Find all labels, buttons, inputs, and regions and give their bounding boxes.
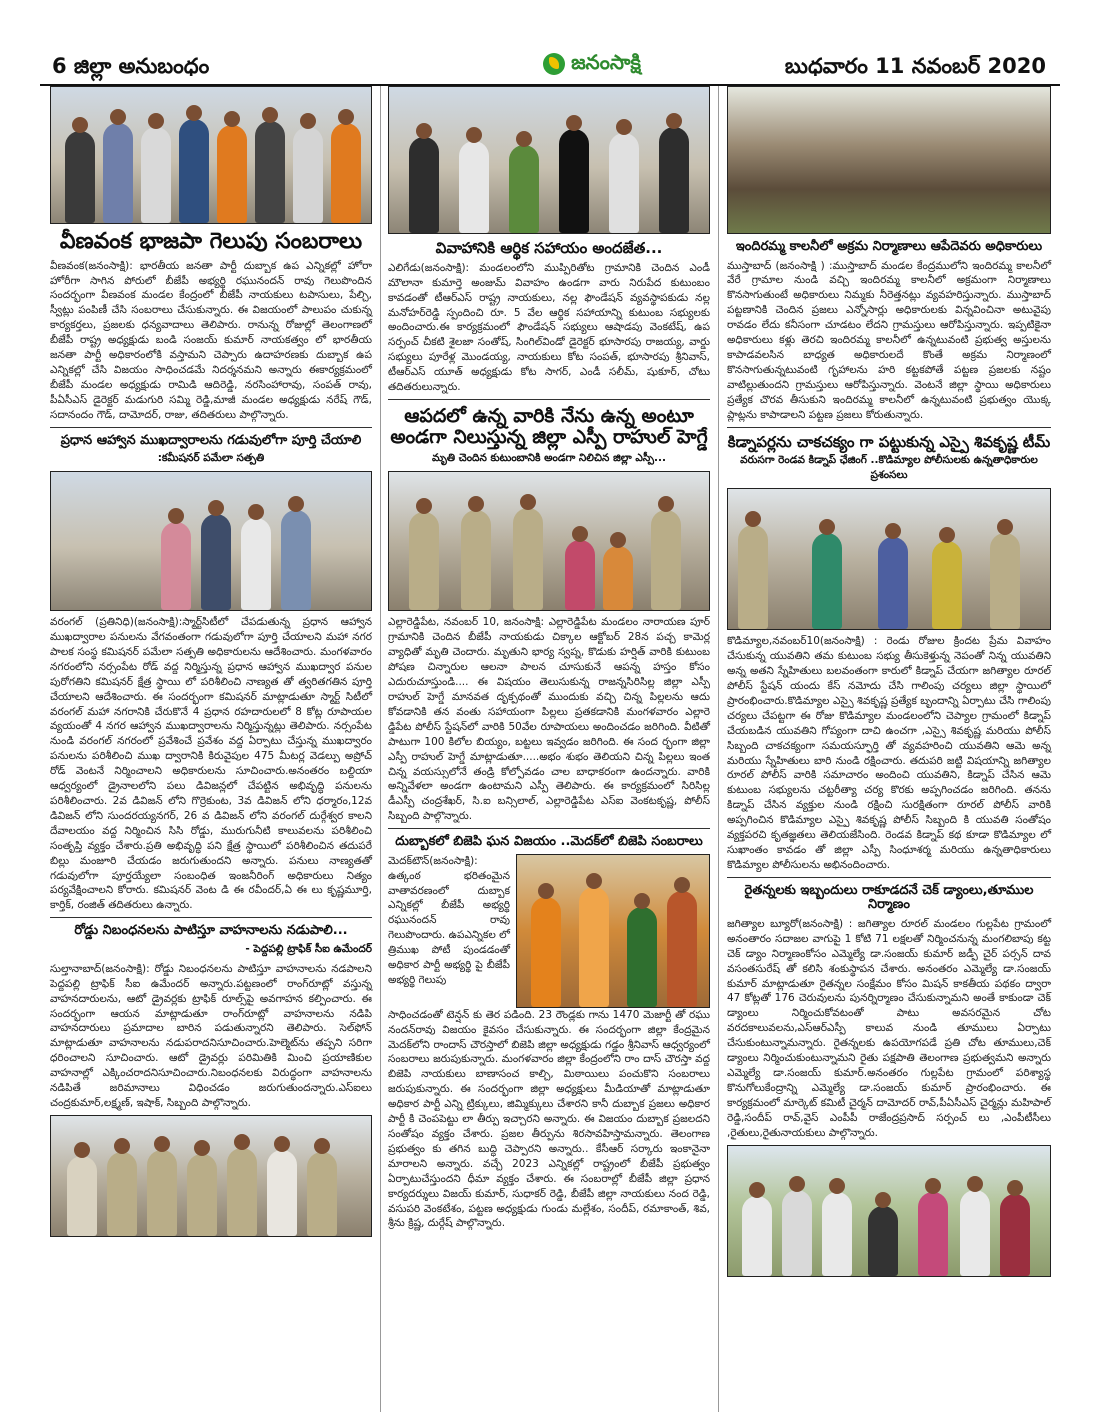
person-head [110,109,126,125]
person-head [875,1192,891,1208]
person-figure [531,897,561,1007]
headline-marriage-aid: వివాహానికి ఆర్థిక సహాయం అందజేత... [435,239,663,257]
person-figure [609,133,639,233]
person-figure [667,891,697,1007]
person-head [658,496,674,512]
photo-traffic-police [50,1115,372,1237]
photo-bjp-celebration [50,86,372,224]
person-figure [255,121,285,223]
person-figure [990,533,1020,629]
person-figure [812,533,842,629]
person-figure [65,131,95,223]
person-figure [107,1152,137,1236]
person-figure [565,540,595,610]
person-head [148,113,164,129]
person-figure [459,141,489,233]
person-head [114,1138,130,1154]
person-head [749,1182,765,1198]
person-head [616,119,632,135]
person-head [939,527,955,543]
person-figure [559,129,589,233]
article-body-marriage-aid: ఎలిగేడు(జనంసాక్షి): మండలంలోని ముప్పిరితోట గ్రామానికి చెందిన ఎండీ మౌలానా కుమార్తె అంజుమ్ వివాహం ఉండగా వారు నిరుపేద కుటుంబం కావడంతో టీఆర్ఎస్ రాష్ట్ర నాయకులు, నల్ల ఫౌండేషన్ వ్యవస్థాపకుడు నల్ల మనోహర్‌రెడ్డి స్పందించి రూ. 5 వేల ఆర్థిక సహాయాన్ని కుటుంబ సభ్యులకు అందించారు.ఈ కార్యక్రమంలో ఫౌండేషన్ సభ్యులు ఆషాడపు వెంకటేష్, ఉప సర్పంచ్ చీకటి శైలజా సంతోష్, సింగిల్‌విండో డైరెక్టర్ భూసారపు రాజయ్య, వార్డు సభ్యులు పూరేళ్ల మొండయ్య, నాయకులు కోట సంపత్, భూసారపు శ్రీనివాస్, టీఆర్ఎస్ యూత్ అధ్యక్షుడు కోట సాగర్, ఎండీ సలీమ్, షుకూర్, చోటు తదితరులున్నారు. [388,261,710,394]
article-body-check-dams: జగిత్యాల బ్యూరో(జనంసాక్షి) : జగిత్యాల రూరల్ మండలం గుల్లపేట గ్రామంలో అనంతారం సదాజల వాగుపై 1 కోటి 71 లక్షలతో నిర్మించనున్న మంగలిబాపు కట్ట చెక్ డ్యాం నిర్మాణంకోసం ఎమ్మెల్యే డా.సంజయ్ కుమార్ జడ్పీ చైర్ పర్సన్ దావ వసంతసురేష్ తో కలిసి శంకుస్థాపన చేశారు. అనంతరం ఎమ్మెల్యే డా.సంజయ్ కుమార్ మాట్లాడుతూ రైతన్నల సంక్షేమం కోసం మిషన్ కాకతీయ పథకం ద్వారా 47 కోట్లతో 176 చెరువులను పునర్నిర్మాణం చేసుకున్నామని అంతే కాకుండా చెక్ డ్యాంలు నిర్మించుకోవటంతో పాటు అవసరమైన చోట వరదకాలువలను,ఎస్ఆర్ఎస్పీ కాలువ నుండి తూములు ఏర్పాటు చేసుకుంటున్నామన్నారు. రైతన్నలకు ఉపయోగపడే ప్రతి చోట తూములు,చెక్ డ్యాంలు నిర్మించుకుంటున్నామని రైతు పక్షపాతి తెలంగాణ ప్రభుత్వమని అన్నారు ఎమ్మెల్యే డా.సంజయ్ కుమార్.అనంతరం గుల్లపేట గ్రామంలో పరిశ్యాస్థ కొనుగోలుకేంద్రాన్ని ఎమ్మెల్యే డా.సంజయ్ కుమార్ ప్రారంభించారు. ఈ కార్యక్రమంలో మార్కెట్ కమిటీ చైర్మన్ దామోదర్ రావ్,పీఏసీఎస్ చైర్మన్లు మహిపాల్ రెడ్డి,సందీప్ రావ్,వైస్ ఎంపీపీ రాజేంద్రప్రసాద్ సర్పంచ్ లు ,ఎంపీటీసీలు ,రైతులు,రైతునాయకులు పాల్గొన్నారు. [727,917,1051,1139]
person-head [829,1178,845,1194]
divider [50,917,372,918]
column-3 [727,86,1051,1277]
photo-sp-donation [388,471,710,611]
person-head [745,511,761,527]
person-head [666,113,682,129]
person-head [314,1138,330,1154]
person-head [634,893,650,909]
person-head [885,523,901,539]
person-figure [651,510,681,610]
kicker-commissioner: :కమీషనర్ పమేలా సత్పతి [157,452,265,465]
headline-indiramma: ఇందిరమ్మ కాలనీలో అక్రమ నిర్మాణాలు ఆపేదెవరు అధికారులు [735,239,1043,254]
kicker-sp-support: మృతి చెందిన కుటుంబానికి అండగా నిలిచిన జిల్లా ఎస్పీ... [431,452,666,465]
person-figure [738,525,768,629]
person-figure [141,127,171,223]
person-figure [67,1156,97,1236]
person-figure [627,907,657,1007]
divider [727,427,1051,428]
column-2 [388,86,710,1235]
photo-bjp-sweets [516,854,710,1008]
person-figure [161,522,191,610]
person-figure [409,137,439,233]
kicker-kidnap: వరుసగా రెండవ కిడ్నాప్ ఛేజింగ్ ..కొడిమ్యాల పోలీసులకు ఉన్నతాధికారుల ప్రశంసలు [740,454,1038,482]
headline-traffic-rules: రోడ్డు నిబంధనలను పాటిస్తూ వాహనాలను నడుపాలి... [74,923,348,939]
article-body-veenavanka: వీణవంక(జనంసాక్షి): భారతీయ జనతా పార్టీ దుబ్బాక ఉప ఎన్నికల్లో హోరా హోరీగా సాగిన పోరులో బీజేపీ అభ్యర్థి రఘునందన్ రావు గెలుపొందిన సందర్భంగా వీణవంక మండల కేంద్రంలో బీజేపీ నాయకులు టపాసులు, పేల్చి, స్వీట్లు పంపిణీ చేసి సంబరాలు చేసుకున్నారు. ఈ విజయంలో పాలుపం చుకున్న కార్యకర్తలు, ప్రజలకు ధన్యవాదాలు తెలిపారు. రానున్న రోజుల్లో తెలంగాణలో బీజేపీ రాష్ట్ర అధ్యక్షుడు బండి సంజయ్ కుమార్ నాయకత్వం లో భారతీయ జనతా పార్టీ అధికారంలోకి వస్తామని చెప్పారు ఉదాహరణకు దుబ్బాక ఉప ఎన్నికల్లో చేసి విజయం సాధించడమే నిదర్శనమని అన్నారు ఈకార్యక్రమంలో బీజేపీ మండల అధ్యక్షుడు రామిడి ఆదిరెడ్డి, నరసింహారావు, సంపత్ రావు, పీఏసీఎస్ డైరెక్టర్ మడుగురి సమ్మి రెడ్డి,మాజీ మండల అధ్యక్షుడు నరేష్ గౌడ్, సదానందం గౌడ్, దామోదర్, రాజు, తదితరులు పాల్గొన్నారు. [50,259,372,421]
column-divider [718,86,719,1412]
person-head [819,519,835,535]
headline-veenavanka: వీణవంక భాజపా గెలుపు సంబరాలు [59,229,363,254]
person-head [468,496,484,512]
person-head [967,1176,983,1192]
person-figure [409,512,439,610]
person-head [234,1134,250,1150]
person-figure [217,125,247,223]
person-figure [147,1150,177,1236]
person-head [262,107,278,123]
person-figure [782,1190,812,1276]
divider [727,877,1051,878]
person-head [208,500,224,516]
person-head [154,1136,170,1152]
person-figure [461,510,491,610]
person-figure [742,1196,772,1276]
person-head [186,105,202,121]
photo-kidnap-rescue [727,488,1051,630]
column-divider [380,86,381,1412]
person-head [572,526,588,542]
headline-sp-rahul: ఆపదలో ఉన్న వారికి నేను ఉన్న అంటూ అండగా నిలుస్తున్న జిల్లా ఎస్పీ రాహుల్ హెగ్డే [390,404,708,449]
article-body-sp-rahul: ఎల్లారెడ్డిపేట, నవంబర్ 10, జనంసాక్షి: ఎల్లారెడ్డిపేట మండలం నారాయణ పూర్ గ్రామానికి చెందిన బీజేపీ నాయకుడు చిక్కాల ఆక్టోబర్ 28న పచ్చ కామెర్ల వ్యాధితో మృతి చెందారు. మృతుని భార్య స్వప్న, కొడుకు హర్షిత్ వారికి కుటుంబ పోషణ చిన్నారుల ఆలనా పాలన చూసుకునే ఆపన్న హస్తం కోసం ఎదురుచూస్తుండి.... ఈ విషయం తెలుసుకున్న రాజన్నసిరిసిల్ల జిల్లా ఎస్పీ రాహుల్ హెగ్డే మానవత దృక్పథంతో ముందుకు వచ్చి చిన్న పిల్లలను ఆదు కోవడానికి తన వంతు సహాయంగా పిల్లలు ప్రతకడానికి మంగళవారం ఎల్లారె డ్డిపేట పోలీస్ స్టేషన్‌లో వారికి 50వేల రూపాయలు అందించడం జరిగింది. వీటితో పాటుగా 100 కిలోల బియ్యం, బట్టలు ఇవ్వడం జరిగింది. ఈ సంద ర్భంగా జిల్లా ఎస్పీ రాహుల్ హెగ్డే మాట్లాడుతూ.....అభం శుభం తెలియని చిన్న పిల్లలు ఇంత చిన్న వయస్సులోనే తండ్రి కోల్పోవడం చాల బాధాకరంగా ఉందన్నారు. వారికి అన్నివేళలా అండగా ఉంటామని ఎస్పీ తెలిపారు. ఈ కార్యక్రమంలో సిరిసిల్ల డీఎస్పీ చంద్రశేఖర్, సి.ఐ బన్సిలాల్, ఎల్లారెడ్డిపేట ఎస్ఐ వెంకటకృష్ణ, పోలీస్ సిబ్బంది పాల్గొన్నారు. [388,616,710,823]
person-figure [187,1154,217,1236]
person-head [224,111,240,127]
person-figure [960,1190,990,1276]
headline-kidnappers: కిడ్నాపర్లను చాకచక్యం గా పట్టుకున్న ఎస్పై శివకృష్ణ టీమ్ [727,432,1051,451]
divider [388,828,710,829]
person-head [288,496,304,512]
person-head [194,1140,210,1156]
person-figure [932,541,962,629]
photo-illegal-constructions [727,86,1051,234]
article-body-dubbaka: సాధించడంతో టెన్షన్ కు తెర పడింది. 23 రౌండ్లకు గాను 1470 మెజార్టీ తో రఘు నందన్‌రావు విజయం కైవసం చేసుకున్నారు. ఈ సందర్భంగా జిల్లా కేంద్రమైన మెదక్‌లోని రాందాస్ చౌరస్తాలో బిజెపి జిల్లా అధ్యక్షుడు గడ్డం శ్రీనివాస్ ఆధ్వర్యంలో సంబరాలు జరుపుకున్నారు. మంగళవారం జిల్లా కేంద్రంలోని రాం దాస్ చౌరస్తా వద్ద బిజెపి నాయకులు బాణాసంచ కాల్చి, మిఠాయిలు పంచుకొని సంబరాలు జరుపుకున్నారు. ఈ సందర్భంగా జిల్లా అధ్యక్షులు మీడియాతో మాట్లాడుతూ అధికార పార్టీ ఎన్ని ట్రిక్కులు, జిమ్మిక్కులు చేశారని కానీ దుబ్బాక ప్రజలు అధికార పార్టీ కి చెంపపెట్టు లా తీర్పు ఇచ్చారని అన్నారు. ఈ విజయం దుబ్బాక ప్రజలదని సంతోషం వ్యక్తం చేశారు. ప్రజల తీర్పును శిరసావహిస్తామన్నారు. తెలంగాణ ప్రభుత్వం కు తగిన బుద్ధి చెప్పారని అన్నారు.. కేసీఆర్ సర్కారు ఇంకానైనా మారాలని అన్నారు. వచ్చే 2023 ఎన్నికల్లో రాష్ట్రంలో బీజేపీ ప్రభుత్వం ఏర్పాటుచేస్తుందని ధీమా వ్యక్తం చేశారు. ఈ సంబరాల్లో బీజేపీ జిల్లా ప్రధాన కార్యదర్శులు విజయ్ కుమార్, సుధాకర్ రెడ్డి, బీజేపీ జిల్లా నాయకులు నంద రెడ్డి, వసుపరి వెంకటేశం, పట్టణ అధ్యక్షుడు గుండు మల్లేశం, సందీప్, రమాకాంత్, శివ, శ్రీను క్రిష్ణ, దుర్గేష్ పాల్గొన్నారు. [388,1008,710,1230]
person-head [997,519,1013,535]
headline-gateways: ప్రధాన ఆహ్వాన ముఖద్వారాలను గడువులోగా పూర్తి చేయాలి [60,432,362,448]
page-header [40,48,1060,86]
person-head [516,131,532,147]
person-figure [331,123,361,223]
person-figure [868,1206,898,1276]
person-figure [307,1152,337,1236]
article-body-indiramma: ముస్తాబాద్ (జనంసాక్షి ) :ముస్తాబాద్ మండల కేంద్రములోని ఇందిరమ్మ కాలనీలో వేరే గ్రామాల నుండి వచ్చి ఇందిరమ్మ కాలనీలో అక్రమంగా నిర్మాణాలు కొనసాగుతుంటే అధికారులు నిమ్మకు నీరెత్తనట్లు వ్యవహరిస్తున్నారు. ముస్తాబాద్ పట్టణానికి చెందిన ప్రజలు ఎన్నోసార్లు అధికారులకు విన్నవించినా అటువైపు రావడం లేదు కనీసంగా చూడటం లేదని గ్రామస్తులు ఆరోపిస్తున్నారు. ఇప్పటికైనా అధికారులు కళ్లు తెరచి ఇందిరమ్మ కాలనీలో ఉన్నటువంటి ప్రభుత్వ అస్తులను కాపాడవలసిన బాధ్యత అధికారులదే కొంతే అక్రమ నిర్మాణంలో కొనసాగుతున్నటువంటి గృహాలను హరి కట్టకపోతే పట్టణ ప్రజలకు నష్టం వాటిల్లుతుందని గ్రామస్తులు ఆరోపిస్తున్నారు. వెంటనే జిల్లా స్థాయి అధికారులు ప్రత్యేక చొరవ తీసుకుని ఇందిరమ్మ కాలనీలో ఉన్నటువంటి ప్రభుత్వం యొక్క ప్లాట్లను కాపాడాలని పట్టణ ప్రజలు కోరుతున్నారు. [727,259,1051,421]
person-head [520,494,536,510]
person-figure [201,514,231,610]
person-head [338,109,354,125]
person-figure [293,127,323,223]
person-figure [179,119,209,223]
person-head [1007,1180,1023,1196]
person-head [416,123,432,139]
column-1 [50,86,372,1237]
person-head [72,117,88,133]
person-figure [603,546,633,610]
kicker-traffic-ci: - పెద్దపల్లి ట్రాఫిక్ సీఐ ఉమేందర్ [245,942,372,955]
person-head [74,1142,90,1158]
person-head [789,1176,805,1192]
person-figure [878,537,908,629]
photo-marriage-aid [388,86,710,234]
headline-dubbaka-win: దుబ్బాకలో బిజెపి ఘన విజయం ..మెదక్‌లో బిజెపి సంబరాలు [395,834,703,850]
photo-foundation-stone [727,1145,1051,1277]
person-figure [267,1150,297,1236]
divider [50,427,372,428]
issue-date: బుధవారం 11 నవంబర్ 2020 [784,54,1046,78]
photo-commissioner-inspection [50,471,372,611]
person-figure [513,508,543,610]
person-head [610,532,626,548]
article-body-dubbaka-intro: మెదక్‌టౌన్(జనంసాక్షి): ఉత్కంఠ భరితంమైన వాతావరణంలో దుబ్బాక ఎన్నికల్లో బీజేపీ అభ్యర్థి రఘునందన్ రావు గెలుపొందారు. ఉపఎన్నికల లో త్రిముఖ పోటీ పుండడంతో అధికార పార్టీ అభ్యర్థి పై బీజేపీ అభ్యర్థి గెలుపు [388,854,510,986]
person-figure [241,518,271,610]
person-head [248,504,264,520]
person-head [416,498,432,514]
masthead [502,50,682,78]
person-head [168,508,184,524]
page-label: 6 జిల్లా అనుబంధం [52,54,210,78]
article-body-kidnappers: కొడిమ్యాల,నవంబర్10(జనంసాక్షి) : రెండు రోజుల క్రిందట ప్రేమ వివాహం చేసుకున్న యువతిని తమ కుటుంబ సభ్యు తీసుకెళ్తున్న నెపంతో నిన్న యువతిని అన్న అతని స్నేహితులు బలవంతంగా కారులో కిడ్నాప్ చేయగా జగిత్యాల రూరల్ పోలీస్ స్టేషన్ యందు కేస్ నమోదు చేసి గాలింపు చర్యలు జిల్లా స్థాయిలో ప్రారంభించారు.కొడిమ్యాల ఎస్సై శివకృష్ణ ప్రత్యేక బృందాన్ని ఏర్పాటు చేసి గాలింపు చర్యలు చేపట్టగా ఈ రోజు కొడిమ్యాల మండలంలోని చెప్యాల గ్రామంలో కిడ్నాప్ చేయబడిన యువతిని గోప్యంగా దాచి ఉంచగా ,ఎస్సై శివకృష్ణ మరియు పోలీస్ సిబ్బంది చాకచక్యంగా సమయస్ఫూర్తి తో వ్యవహరించి యువతిని ఆమె అన్న మరియు స్నేహితులు బారి నుండి రక్షించారు. తదుపరి జట్టి విషయాన్ని జగిత్యాల రూరల్ పోలీస్ వారికి సమాచారం అందించి యువతిని, కిడ్నాప్ చేసిన ఆమె కుటుంబ సభ్యులను చట్టరీత్యా చర్య కొరకు అప్పగించడం జరిగింది. తనను కిడ్నాప్ చేసిన వ్యక్తుల నుండి రక్షించి సురక్షితంగా రూరల్ పోలీస్ వారికి అప్పగించిన కొడిమ్యాల ఎస్పై శివకృష్ణ పోలీస్ సిబ్బంది కి యువతి సంతోషం వ్యక్తపరచి కృతజ్ఞతలు తెలియజేసింది. రెండవ కిడ్నాప్ కథ కూడా కొడిమ్యాల లో సుఖాంతం కావడం తో జిల్లా ఎస్పీ సింధూశర్మ మరియు ఉన్నతాధికారులు కొడిమ్యాల పోలీసులను అభినందించారు. [727,635,1051,871]
divider [388,399,710,400]
person-head [538,883,554,899]
masthead-logo-icon [543,53,565,75]
person-figure [1000,1194,1030,1276]
person-figure [103,123,133,223]
person-figure [579,887,609,1007]
person-figure [281,510,311,610]
person-head [674,877,690,893]
person-head [925,1178,941,1194]
article-body-traffic: సుల్తానాబాద్(జనంసాక్షి): రోడ్డు నిబంధనలను పాటిస్తూ వాహనాలను నడపాలని పెద్దపల్లి ట్రాఫిక్ సీఐ ఉమేందర్ అన్నారు.పట్టణంలో రాంగ్‌రూట్లో వస్తున్న వాహనదారులను, ఆటో డ్రైవర్లకు ట్రాఫిక్ రూల్స్‌పై అవగాహన కల్పించారు. ఈ సందర్భంగా ఆయన మాట్లాడుతూ రాంగ్‌రూట్లో వాహనాలను నడిపి వాహనదారులు ప్రమాదాల బారిన పడుతున్నారని తెలిపారు. సెల్‌ఫోన్ మాట్లాడుతూ వాహనాలను నడుపరాదనిసూచించారు.హెల్మెట్‌ను తప్పని సరిగా ధరించాలని సూచించారు. ఆటో డ్రైవర్లు పరిమితికి మించి ప్రయాణికుల వాహనాల్లో ఎక్కించరాదనిసూచించారు.నిబంధనలకు విరుద్ధంగా వాహనాలను నడిపితే జరిమానాలు విధించడం జరుగుతుందన్నారు.ఎస్ఐలు చంద్రకుమార్,లక్ష్మణ్, ఇషాక్, సిబ్బంది పాల్గొన్నారు. [50,962,372,1109]
article-body-gateways: వరంగల్ (ప్రతినిధి)(జనంసాక్షి):స్మార్ట్‌సిటీలో చేపడుతున్న ప్రధాన ఆహ్వాన ముఖద్వారాల పనులను వేగవంతంగా గడువులోగా పూర్తి చేయాలని మహా నగర పాలక సంస్థ కమిషనర్ పమేలా సత్పతి అధికారులను ఆదేశించారు. మంగళవారం నగరంలోని నర్సంపేట రోడ్ వద్ద నిర్మిస్తున్న ప్రధాన ఆహ్వాన ముఖద్వార పనుల పురోగతిని కమిషనర్ క్షేత్ర స్థాయి లో పరిశీలించి నాణ్యత తో త్వరితగతిన పూర్తి చేయాలని ఆదేశించారు. ఈ సందర్భంగా కమిషనర్ మాట్లాడుతూ స్మార్ట్ సిటీలో వరంగల్ మహా నగరానికి చేరుకొనే 4 ప్రధాన రహదారులలో 8 కోట్ల రూపాయల వ్యయంతో 4 నగర ఆహ్వాన ముఖద్వారాలను నిర్మిస్తున్నట్లు తెలిపారు. నర్సంపేట నుండి వరంగల్ నగరంలో ప్రవేశించే ప్రవేశం వద్ద ఏర్పాటు చేస్తున్న ముఖద్వారం పనులను పరిశీలించి ముఖ ద్వారానికి కిరువైపుల 475 మీటర్ల వెడల్పు అప్రోచ్ రోడ్ వెంటనే నిర్మించాలని అధికారులను సూచించారు.అనంతరం బల్దియా ఆధ్వర్యంలో డ్రైనాలలోని పలు డివిజన్లలో చేపట్టిన అభివృద్ధి పనులను పరిశీలించారు. 2వ డివిజన్ లోని గొర్రెకుంట, 3వ డివిజన్ లోని ధర్మారం,12వ డివిజన్ లోని సుందరయ్యనగర్, 26 వ డివిజన్ లోని వరంగల్ దుర్గేశ్వర కాలని దేవాలయం వద్ద నిర్మించిన సిసి రోడ్డు, మురుగునీటి కాలువలను పరిశీలించి సంతృప్తి వ్యక్తం చేశారు.ప్రతి అభివృద్ధి పని క్షేత్ర స్థాయిలో పరిశీలించిన తదుపరే బిల్లు మంజూరి చేయడం జరుగుతుందని అన్నారు. పనులు నాణ్యతతో గడువులోగా పూర్తయ్యేలా సంబంధిత ఇంజనీరింగ్ అధికారులు నిత్యం పర్యవేక్షించాలని కోరారు. కమిషనర్ వెంట డి ఈ రవీందర్,ఏ ఈ లు కృష్ణమూర్తి, కార్తిక్, రంజిత్ తదితరులు ఉన్నారు. [50,616,372,912]
headline-check-dams: రైతన్నలకు ఇబ్బందులు రాకూడదనే చెక్ డ్యాంలు,తూముల నిర్మాణం [744,882,1034,913]
person-head [274,1136,290,1152]
dubbaka-intro [388,854,710,1008]
person-head [300,113,316,129]
person-figure [659,127,689,233]
person-figure [227,1148,257,1236]
person-head [566,115,582,131]
person-head [466,127,482,143]
masthead-title: జనంసాక్షి [571,49,641,74]
person-figure [918,1192,948,1276]
person-figure [822,1192,852,1276]
person-figure [509,145,539,233]
person-head [586,873,602,889]
